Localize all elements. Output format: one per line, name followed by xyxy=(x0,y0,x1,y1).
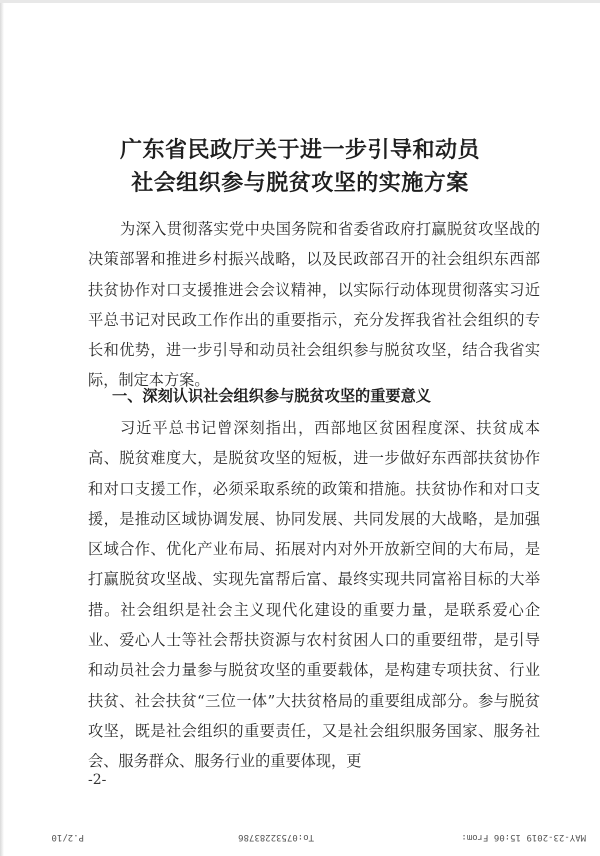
section-1-paragraph: 习近平总书记曾深刻指出，西部地区贫困程度深、扶贫成本高、脱贫难度大，是脱贫攻坚的短板，进一步做好东西部扶贫协作和对口支援工作，必须采取系统的政策和措施。扶贫协作和对口支援，是推动区域协调发展、协同发展、共同发展的大战略，是加强区域合作、优化产业布局、拓展对内对外开放新空间的大布局，是打赢脱贫攻坚战、实现先富帮后富、最终实现共同富裕目标的大举措。社会组织是社会主义现代化建设的重要力量，是联系爱心企业、爱心人士等社会帮扶资源与农村贫困人口的重要纽带，是引导和动员社会力量参与脱贫攻坚的重要载体，是构建专项扶贫、行业扶贫、社会扶贫“三位一体”大扶贫格局的重要组成部分。参与脱贫攻坚，既是社会组织的重要责任，又是社会组织服务国家、服务社会、服务群众、服务行业的重要体现，更 xyxy=(88,419,540,771)
intro-paragraph: 为深入贯彻落实党中央国务院和省委省政府打赢脱贫攻坚战的决策部署和推进乡村振兴战略，以及民政部召开的社会组织东西部扶贫协作对口支援推进会会议精神，以实际行动体现贯彻落实习近平总书记对民政工作作出的重要指示，充分发挥我省社会组织的专长和优势，进一步引导和动员社会组织参与脱贫攻坚，结合我省实际，制定本方案。 xyxy=(88,220,540,390)
scan-edge-top xyxy=(0,0,600,3)
document-title-line1: 广东省民政厅关于进一步引导和动员 xyxy=(119,138,480,163)
section-heading-1: 一、深刻认识社会组织参与脱贫攻坚的重要意义 xyxy=(112,387,431,405)
scan-edge-left xyxy=(0,0,4,856)
fax-transmission-header xyxy=(0,826,600,846)
document-title-line2: 社会组织参与脱贫攻坚的实施方案 xyxy=(131,171,469,196)
fax-datetime-from: MAY-23-2019 15:06 From: xyxy=(461,832,586,842)
fax-page-count: P.2/10 xyxy=(51,832,84,842)
page-number: -2- xyxy=(88,772,107,788)
fax-to-number: To:07532283786 xyxy=(238,832,314,842)
